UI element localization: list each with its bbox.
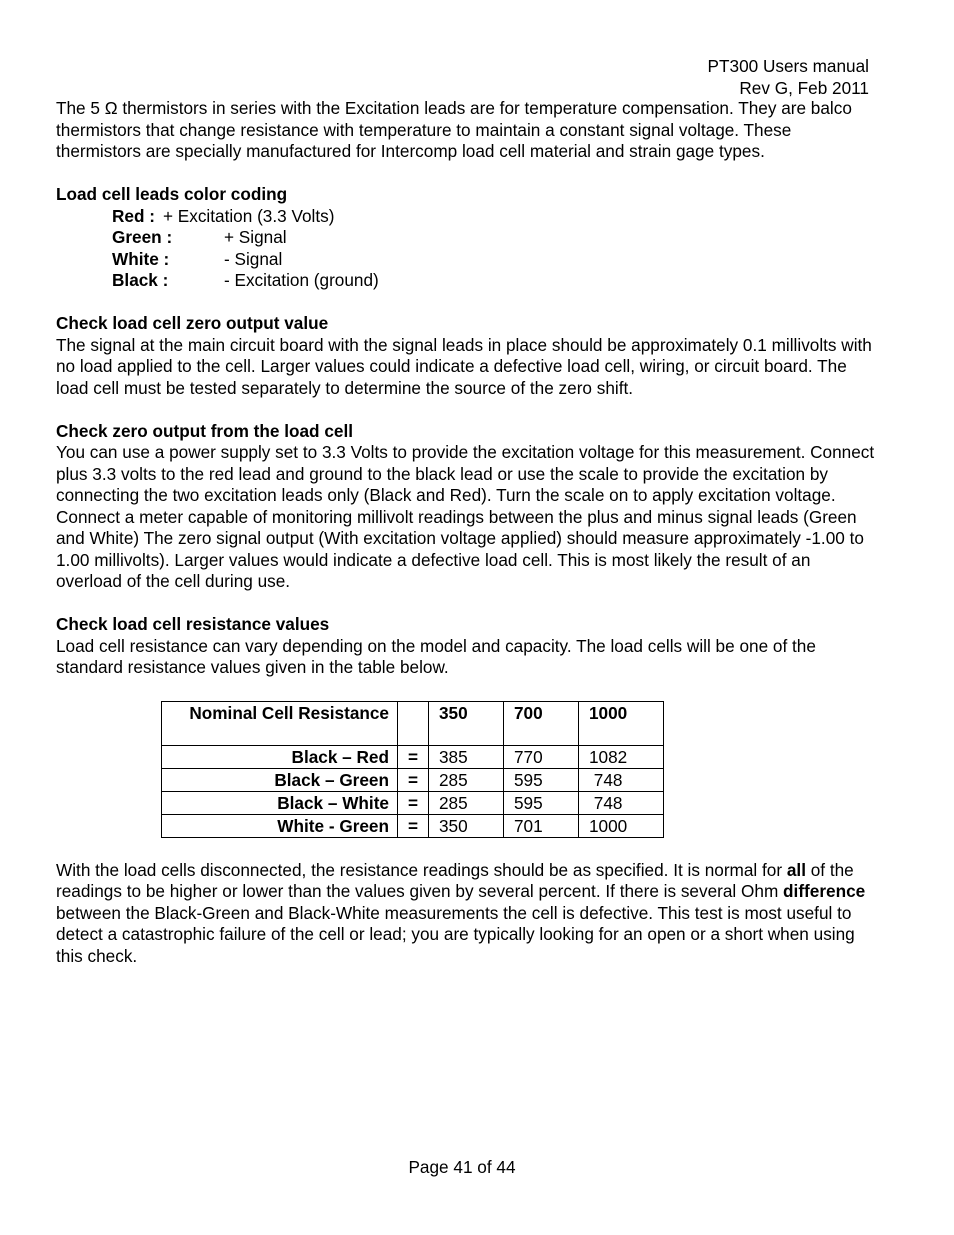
- table-header-label: Nominal Cell Resistance: [162, 701, 398, 745]
- zero-value-heading: Check load cell zero output value: [56, 313, 329, 333]
- lead-description: - Excitation (ground): [224, 270, 379, 290]
- header-revision: Rev G, Feb 2011: [739, 77, 869, 98]
- table-header-700: 700: [504, 701, 579, 745]
- table-cell: 595: [504, 791, 579, 814]
- table-row: [162, 768, 664, 791]
- lead-name: Black :: [112, 270, 169, 290]
- intro-paragraph: The 5 Ω thermistors in series with the Excitation leads are for temperature compensation. They are balco thermistors that change resistance with temperature to maintain a constant signal voltage. These thermistors are specially manufactured for Intercomp load cell material and strain gage types.: [56, 98, 852, 161]
- table-cell: 1082: [579, 745, 664, 768]
- lead-description: + Signal: [224, 227, 287, 247]
- table-row-label: White - Green: [162, 814, 398, 837]
- table-cell: 595: [504, 768, 579, 791]
- table-cell: 701: [504, 814, 579, 837]
- table-row-eq: =: [398, 814, 429, 837]
- closing-bold-difference: difference: [783, 881, 866, 901]
- lead-description: - Signal: [224, 248, 283, 269]
- resistance-table: [161, 701, 664, 838]
- table-header-1000: 1000: [579, 701, 664, 745]
- table-cell: 770: [504, 745, 579, 768]
- table-cell: 1000: [579, 814, 664, 837]
- zero-value-paragraph: The signal at the main circuit board with the signal leads in place should be approximately 0.1 millivolts with no load applied to the cell. Larger values could indicate a defective load cell, wiring, or circuit board. The load cell must be tested separately to determine the source of the zero shift.: [56, 334, 872, 398]
- closing-text-2: of the readings to be higher or lower than the values given by several percent. If there is several Ohm: [56, 859, 854, 901]
- table-cell: 285: [429, 791, 504, 814]
- table-header-eq: [398, 701, 429, 745]
- lead-name: Red :: [112, 205, 155, 226]
- table-cell: 350: [429, 814, 504, 837]
- table-header-350: 350: [429, 701, 504, 745]
- lead-name: White :: [112, 248, 170, 269]
- table-row-eq: =: [398, 768, 429, 791]
- table-row: [162, 745, 664, 768]
- header-manual-title: PT300 Users manual: [707, 56, 869, 76]
- page-number: Page 41 of 44: [408, 1157, 516, 1177]
- resistance-paragraph: Load cell resistance can vary depending on the model and capacity. The load cells will be one of the standard resistance values given in the table below.: [56, 635, 816, 677]
- table-cell: 748: [579, 791, 664, 814]
- color-coding-heading: Load cell leads color coding: [56, 184, 288, 204]
- closing-text-3: between the Black-Green and Black-White measurements the cell is defective. This test is most useful to detect a catastrophic failure of the cell or lead; you are typically looking for an open or a short when using this check.: [56, 902, 855, 966]
- lead-list: [112, 206, 876, 292]
- lead-name: Green :: [112, 227, 173, 247]
- lead-item-green: [112, 227, 876, 249]
- resistance-heading: Check load cell resistance values: [56, 614, 330, 634]
- table-cell: 285: [429, 768, 504, 791]
- zero-output-heading: Check zero output from the load cell: [56, 420, 353, 441]
- lead-item-white: [112, 249, 876, 271]
- lead-description: + Excitation (3.3 Volts): [162, 205, 335, 226]
- table-header-row: [162, 701, 664, 745]
- table-row: [162, 814, 664, 837]
- page-content: [56, 98, 876, 967]
- table-row-label: Black – Green: [162, 768, 398, 791]
- closing-bold-all: all: [786, 859, 806, 880]
- table-row-eq: =: [398, 791, 429, 814]
- table-row: [162, 791, 664, 814]
- table-row-eq: =: [398, 745, 429, 768]
- closing-text-1: With the load cells disconnected, the resistance readings should be as specified. It is normal for: [56, 859, 787, 880]
- lead-item-red: [112, 206, 876, 228]
- zero-output-paragraph-1: You can use a power supply set to 3.3 Volts to provide the excitation voltage for this measurement. Connect plus 3.3 volts to the red lead and ground to the black lead or use the scale to provide the excitation by connecting the two excitation leads only (Black and Red). Turn the scale on to apply excitation voltage.: [56, 442, 875, 505]
- zero-output-paragraph-2: Connect a meter capable of monitoring millivolt readings between the plus and minus signal leads (Green and White) The zero signal output (With excitation voltage applied) should measure approximately -1.00 to 1.00 millivolts). Larger values would indicate a defective load cell. This is most likely the result of an overload of the cell during use.: [56, 506, 864, 591]
- closing-paragraph: [56, 860, 876, 968]
- table-cell: 385: [429, 745, 504, 768]
- table-cell: 748: [579, 768, 664, 791]
- table-row-label: Black – Red: [162, 745, 398, 768]
- lead-item-black: [112, 270, 876, 292]
- page-header: [469, 56, 869, 99]
- table-row-label: Black – White: [162, 791, 398, 814]
